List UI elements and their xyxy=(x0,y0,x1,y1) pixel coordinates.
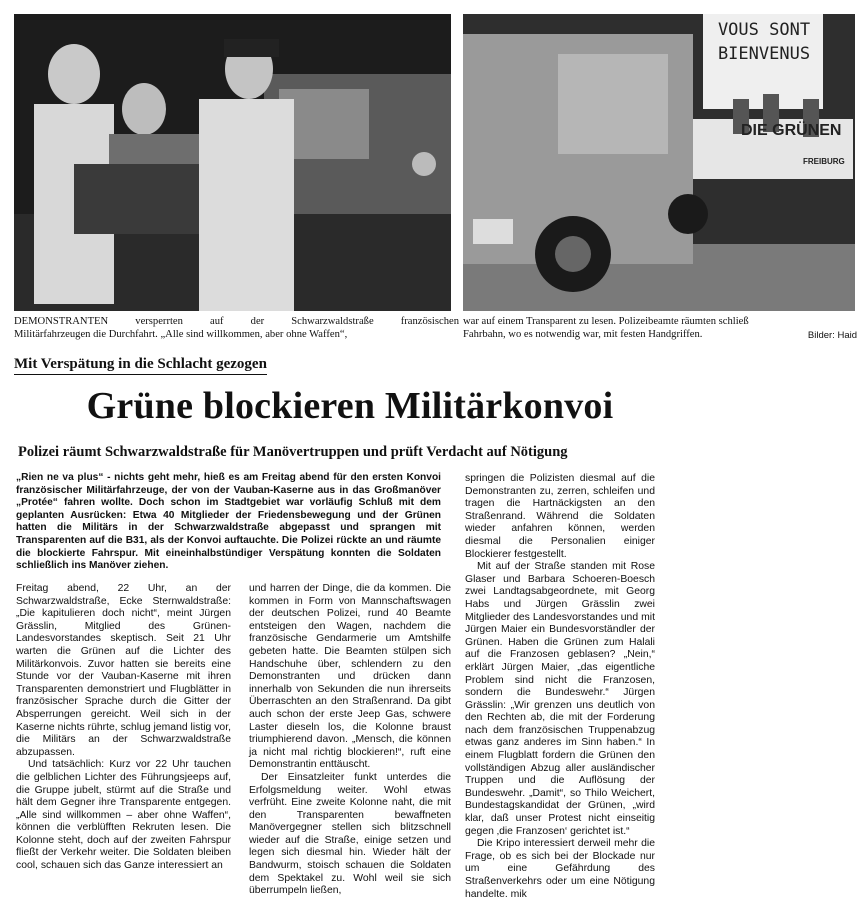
caption-right-line2: Fahrbahn, wo es notwendig war, mit festen Handgriffen. xyxy=(463,328,703,340)
kicker: Mit Verspätung in die Schlacht gezogen xyxy=(14,356,267,375)
photo-credit: Bilder: Haid xyxy=(807,330,857,341)
headline: Grüne blockieren Militärkonvoi xyxy=(86,385,614,427)
banner-freiburg: FREIBURG xyxy=(803,157,845,166)
subheadline: Polizei räumt Schwarzwaldstraße für Manövertruppen und prüft Verdacht auf Nötigung xyxy=(18,444,568,460)
paragraph: Der Einsatzleiter funkt unterdes die Erfolgsmeldung weiter. Wohl etwas verfrüht. Eine zweite Kolonne naht, die mit den Transparenten bewaffneten Manövergegner stellen sich blitzschnell wieder auf die Straße, einige setzen und legen sich diesmal hin. Wieder hält der Bandwurm, stoisch schauen die Soldaten dem Spektakel zu. Wohl weil sie sich überrumpeln ließen, xyxy=(249,771,451,897)
caption-left-line2: Militärfahrzeugen die Durchfahrt. „Alle sind willkommen, aber ohne Waffen“, xyxy=(14,328,348,340)
caption-left-line1: DEMONSTRANTEN versperrten auf der Schwarzwaldstraße französischen xyxy=(14,316,459,327)
photo-left-image xyxy=(14,14,451,311)
caption-right-line1: war auf einem Transparent zu lesen. Polizeibeamte räumten schließ xyxy=(463,316,749,327)
body-column-1 xyxy=(16,583,231,873)
body-column-2 xyxy=(249,583,451,898)
paragraph: Die Kripo interessiert derweil mehr die Frage, ob es sich bei der Blockade nur um eine Gefährdung des Straßenverkehrs oder um eine Nötigung handelte. mik xyxy=(465,838,655,900)
caption-right xyxy=(463,316,855,342)
paragraph: Freitag abend, 22 Uhr, an der Schwarzwaldstraße, Ecke Sternwaldstraße: „Die kapitulieren doch nicht“, meint Jürgen Grässlin, Mitglied des Grünen-Landesvorstandes skeptisch. Seit 21 Uhr warten die Grünen auf die Lichter des Militärkonvois. Zuvor hatten sie bereits eine Stunde vor der Vauban-Kaserne mit ihren Transparenten demonstriert und Flugblätter in französischer Sprache durch die Gitter der Absperrungen gereicht. Weil sich in der Kaserne nichts rührte, schlug jemand listig vor, die Militärs an der Schwarzwaldstraße abzupassen. xyxy=(16,583,231,758)
photo-demonstrator-carried xyxy=(14,14,451,311)
paragraph: springen die Polizisten diesmal auf die Demonstranten zu, zerren, schleifen und tragen die Hartnäckigsten an den Straßenrand. Während die Soldaten wieder anfahren können, werden diesmal die Personalien einiger Blockierer festgestellt. xyxy=(465,473,655,560)
paragraph: Und tatsächlich: Kurz vor 22 Uhr tauchen die gelblichen Lichter des Führungsjeeps auf, die Gruppe jubelt, stürmt auf die Straße und hält dem Gegner ihre Transparente entgegen. „Alle sind willkommen – aber ohne Waffen“, können die verblüfften Rekruten lesen. Die Kolonne steht, doch auf der zweiten Fahrspur fließt der Verkehr weiter. Die Soldaten bleiben cool, schauen sich das Ganze interessiert an xyxy=(16,759,231,872)
paragraph: Mit auf der Straße standen mit Rose Glaser und Barbara Schoeren-Boesch zwei Landtagsabgeordnete, mit Georg Habs und Jürgen Grässlin zwei Mitglieder des Landesvorstandes und mit Jürgen Maier ein Bundesvorständler der Grünen. Haben die Grünen zum Halali auf die Franzosen geblasen? „Nein,“ erklärt Jürgen Maier, „das eigentliche Problem sind nicht die Franzosen, sondern die Bundeswehr.“ Jürgen Grässlin: „Wir grenzen uns deutlich von den Rechten ab, die mit der Forderung nach dem französischen Truppenabzug etwas ganz anderes im Sinn haben.“ In einem Flugblatt fordern die Grünen den vollständigen Abzug aller ausländischer Truppen und die Auflösung der Bundeswehr. „Damit“, so Thilo Weichert, Bundestagskandidat der Grünen, „wird klar, daß unser Protest nicht einseitig gegen ‚die Franzosen‘ gerichtet ist.“ xyxy=(465,561,655,837)
banner-bienvenus: VOUS SONT BIENVENUS xyxy=(717,20,811,64)
caption-left xyxy=(14,316,459,342)
lead-paragraph: „Rien ne va plus“ - nichts geht mehr, hieß es am Freitag abend für den ersten Konvoi französischer Militärfahrzeuge, der von der Vauban-Kaserne aus in das Großmanöver „Protée“ fahren wollte. Doch schon im Stadtgebiet war vorläufig Schluß mit dem geplanten Ausrücken: Etwa 40 Mitglieder der Friedensbewegung und der Grünen hatten die Militärs in der Schwarzwaldstraße abgepasst und sprangen mit Transparenten auf die B31, als der Konvoi auftauchte. Die Polizei rückte an und räumte die blockierte Fahrspur. Mit eineinhalbstündiger Verspätung konnten die Soldaten schließlich ins Manöver ziehen. xyxy=(16,472,441,572)
paragraph: und harren der Dinge, die da kommen. Die kommen in Form von Mannschaftswagen der deutschen Polizei, rund 40 Beamte entsteigen den Wagen, nachdem die französische Gendarmerie um Amtshilfe gebeten hatte. Die Beamten stülpen sich Handschuhe über, schlendern zu den Demonstranten und drücken dann innerhalb von Sekunden die nun ihrerseits Überraschten an den Straßenrand. Da gibt auch schon der erste Jeep Gas, schwere Laster dieseln los, die Kolonne braust triumphierend davon. „Mensch, die können ja nicht mal richtig blockieren!“, ruft eine Demonstrantin enttäuscht. xyxy=(249,583,451,771)
photo-jeep-banners xyxy=(463,14,855,311)
banner-die-gruenen: DIE GRÜNEN xyxy=(741,122,842,139)
body-column-3 xyxy=(465,473,655,901)
